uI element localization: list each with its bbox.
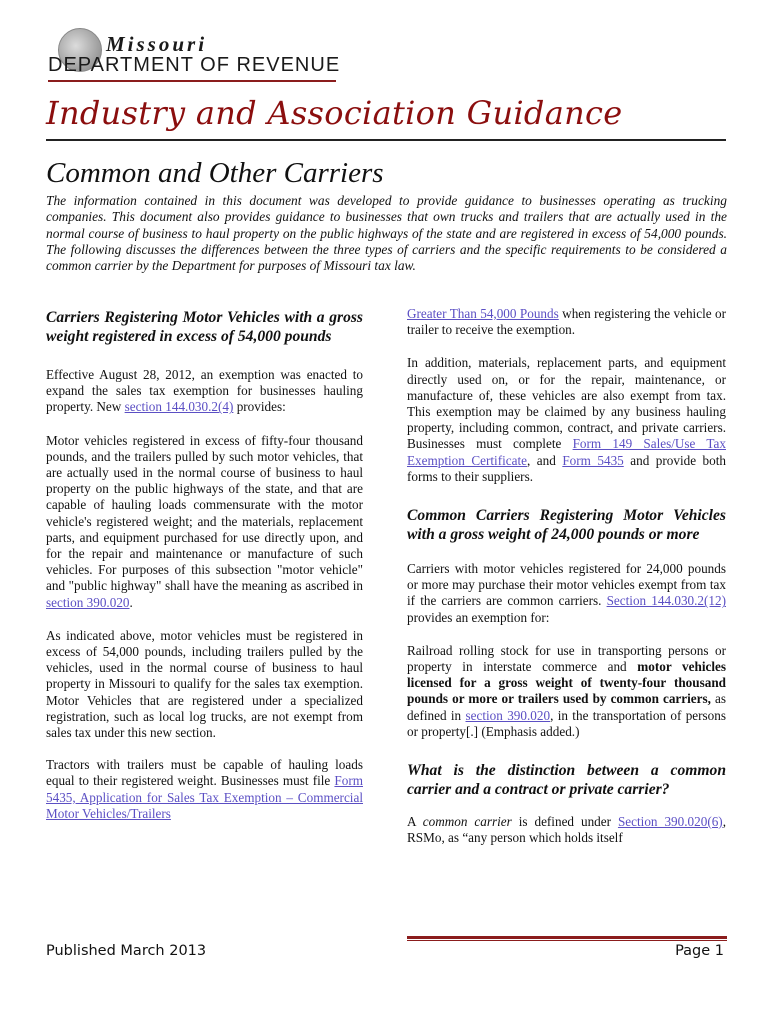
section-390-020-6-link[interactable]: Section 390.020(6)	[617, 814, 723, 830]
footer-divider-thin	[407, 940, 727, 941]
form-5435-short-link[interactable]: Form 5435	[562, 452, 624, 468]
statute-quote-text: Motor vehicles registered in excess of fifty-four thousand pounds, and the trailers pulled by such motor vehicles, that are actually used in the normal course of business to haul property on the public highways of the state, and that are capable of hauling loads commensurate with the motor vehicle's registered weight; and the materials, replacement parts, and equipment purchased for use directly upon, and for the repair and maintenance or manufacture of such vehicles. For purposes of this subsection "motor vehicle" and "public highway" shall have the meaning as ascribed in	[46, 432, 363, 594]
materials-text-mid: , and	[527, 452, 563, 468]
tractors-text: Tractors with trailers must be capable of hauling loads equal to their registered weight. Businesses must file	[46, 757, 363, 789]
form-5435-link[interactable]: Form 5435, Application for Sales Tax Exemption – Commercial Motor Vehicles/Trailers	[46, 773, 363, 821]
carriers-24000-text-end: provides an exemption for:	[407, 609, 550, 625]
common-carrier-text-b: is defined under	[511, 814, 618, 830]
section-390-020-link[interactable]: section 390.020	[46, 594, 130, 610]
statute-quote-end: .	[129, 594, 133, 610]
footer-divider	[407, 936, 727, 939]
title-divider	[46, 139, 726, 141]
railroad-quote-mid: as defined in	[407, 691, 726, 723]
effective-text-end: provides:	[233, 399, 286, 415]
statute-quote	[46, 433, 363, 611]
railroad-quote-end: , in the transportation of persons or property[.] (Emphasis added.)	[407, 707, 726, 739]
materials-text-end: and provide both forms to their suppliers.	[407, 452, 726, 484]
greater-than-54000-link[interactable]: Greater Than 54,000 Pounds	[407, 306, 559, 321]
materials-text: In addition, materials, replacement parts, and equipment directly used on, or for the repair, maintenance, or manufacture of, these vehicles are also exempt from tax. This exemption may be claimed by any business hauling property, including common, contract, and private carriers. Businesses must complete	[407, 355, 726, 452]
published-date: Published March 2013	[46, 943, 207, 959]
effective-text: Effective August 28, 2012, an exemption was enacted to expand the sales tax exemption for businesses hauling property. New	[46, 367, 363, 415]
carriers-24000-text: Carriers with motor vehicles registered for 24,000 pounds or more may purchase their motor vehicles exempt from tax if the carriers are common carriers.	[407, 561, 726, 609]
logo-state-name: Missouri	[106, 32, 208, 56]
right-column	[407, 306, 726, 846]
railroad-quote-text: Railroad rolling stock for use in transporting persons or property in interstate commerce and	[407, 642, 726, 675]
common-carrier-text-a: A	[407, 814, 423, 830]
page-number: Page 1	[675, 943, 724, 959]
logo-divider	[48, 80, 336, 82]
document-subtitle: Common and Other Carriers	[46, 157, 384, 189]
section-390-020-right-link[interactable]: section 390.020	[465, 707, 551, 723]
common-carrier-term: common carrier	[422, 814, 512, 830]
heading-54000-carriers: Carriers Registering Motor Vehicles with a gross weight registered in excess of 54,000 pounds	[46, 309, 363, 345]
form-149-link[interactable]: Form 149 Sales/Use Tax Exemption Certificate	[407, 436, 726, 468]
common-carrier-text-c: , RSMo, as “any person which holds itself	[407, 814, 726, 846]
heading-24000-carriers: Common Carriers Registering Motor Vehicles with a gross weight of 24,000 pounds or more	[407, 507, 726, 544]
railroad-quote	[407, 643, 726, 740]
effective-paragraph	[46, 367, 363, 416]
carriers-24000-paragraph	[407, 561, 726, 626]
intro-paragraph: The information contained in this document was developed to provide guidance to businesses operating as trucking companies. This document also provides guidance to businesses that own trucks and trailers that are actually used in the normal course of business to haul property on the public highways of the state and are registered in excess of 54,000 pounds. The following discusses the differences between the three types of carriers and the specific requirements to be considered a common carrier by the Department for purposes of Missouri tax law.	[46, 193, 727, 274]
tractors-paragraph	[46, 757, 363, 822]
continued-paragraph	[407, 306, 726, 338]
continued-text: when registering the vehicle or trailer to receive the exemption.	[407, 306, 726, 338]
section-144-030-2-12-link[interactable]: Section 144.030.2(12)	[606, 593, 726, 609]
department-logo	[44, 26, 344, 86]
document-title: Industry and Association Guidance	[46, 94, 623, 132]
registration-paragraph: As indicated above, motor vehicles must be registered in excess of 54,000 pounds, including trailers pulled by the vehicles, used in the normal course of business to haul property in Missouri to qualify for the sales tax exemption. Motor Vehicles that are registered under a specialized registration, such as local log trucks, are not exempt from sales tax under this new section.	[46, 627, 363, 741]
common-carrier-paragraph	[407, 814, 726, 846]
materials-paragraph	[407, 355, 726, 485]
railroad-quote-emphasis: motor vehicles licensed for a gross weight of twenty-four thousand pounds or more or trailers used by common carriers,	[407, 659, 726, 707]
left-column	[46, 308, 363, 822]
heading-distinction: What is the distinction between a common carrier and a contract or private carrier?	[407, 762, 726, 799]
logo-department-name: DEPARTMENT OF REVENUE	[48, 54, 341, 76]
section-144-030-2-4-link[interactable]: section 144.030.2(4)	[124, 399, 234, 415]
